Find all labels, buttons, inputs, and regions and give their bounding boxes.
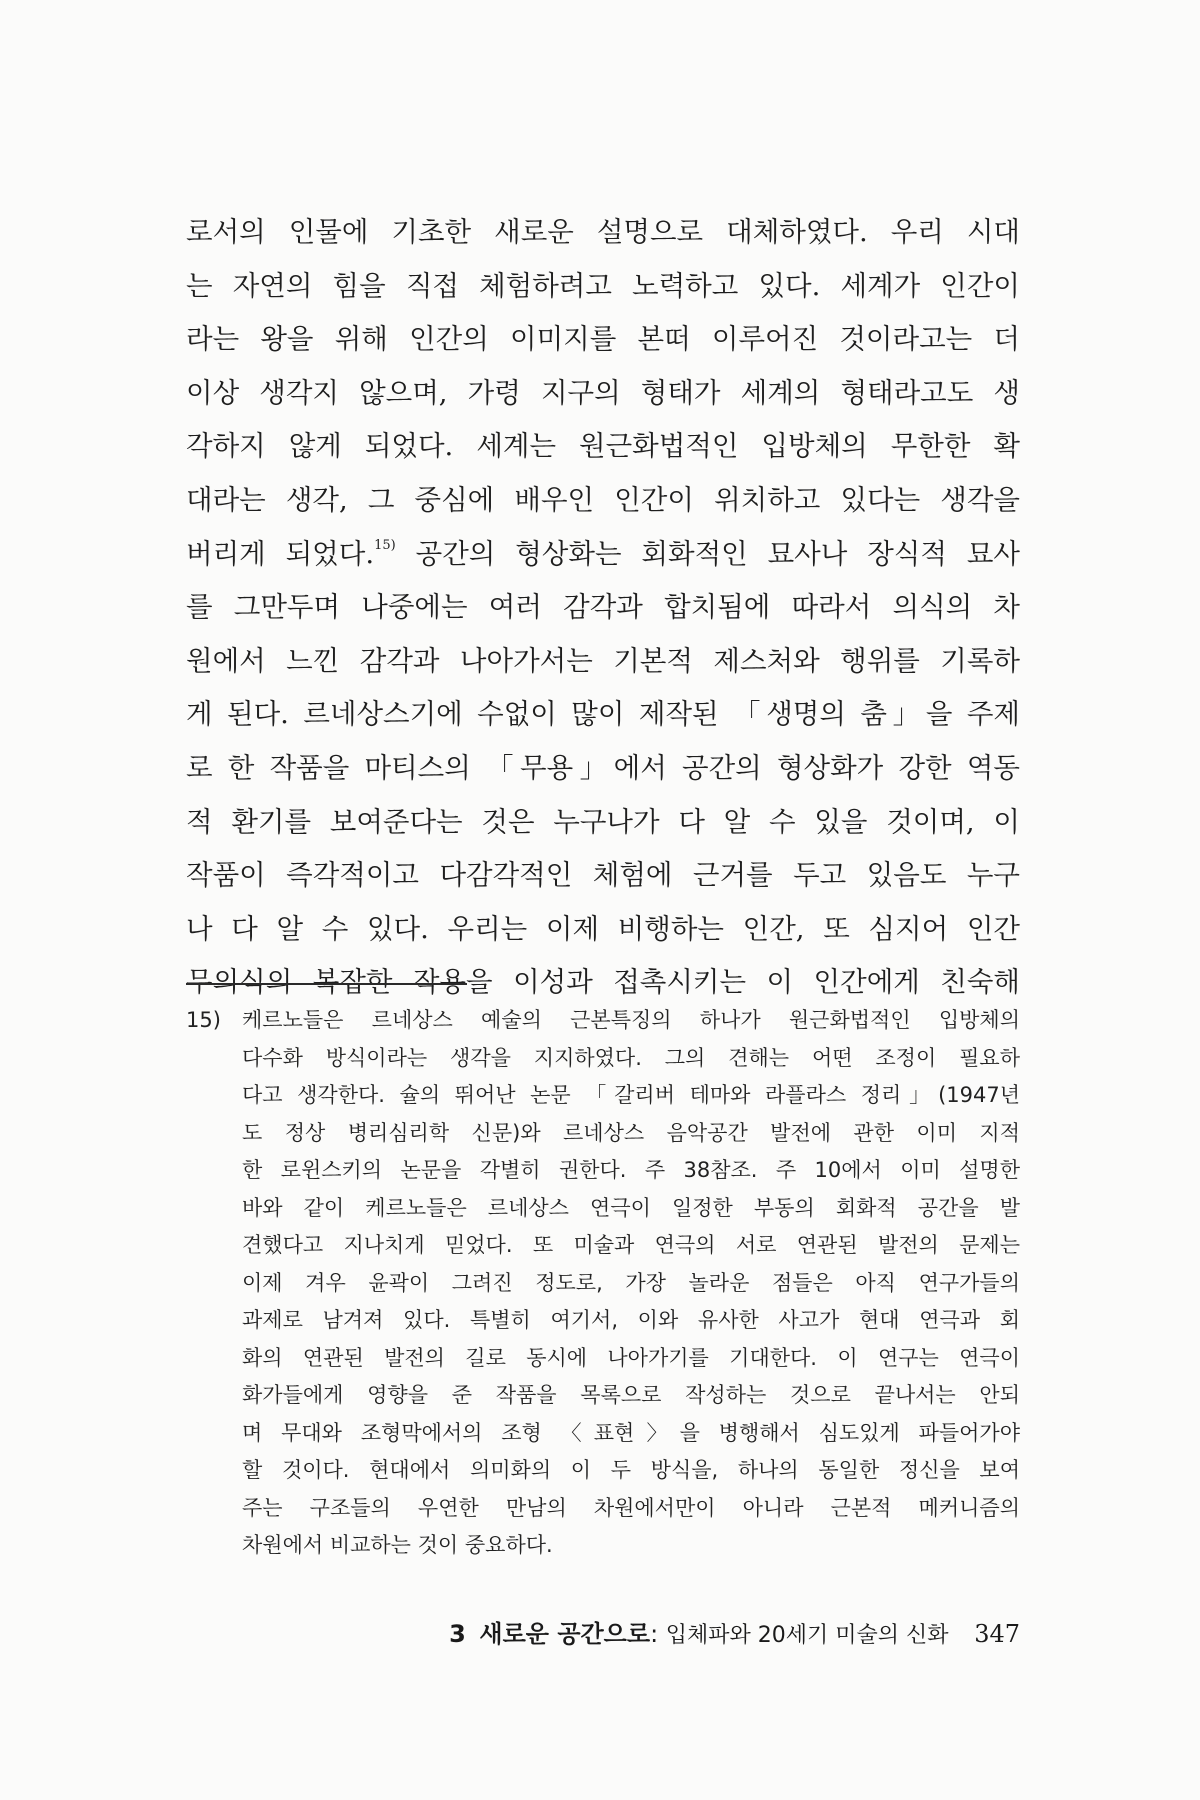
footnote-number: 15) (186, 1008, 221, 1032)
footnote-line: 화가들에게 영향을 준 작품을 목록으로 작성하는 것으로 끝나서는 안되 (242, 1383, 1020, 1407)
footnote-line: 화의 연관된 발전의 길로 동시에 나아가기를 기대한다. 이 연구는 연극이 (242, 1345, 1020, 1370)
body-line: 나 다 알 수 있다. 우리는 이제 비행하는 인간, 또 심지어 인간 (186, 912, 1020, 945)
footnote-line: 이제 겨우 윤곽이 그려진 정도로, 가장 놀라운 점들은 아직 연구가들의 (242, 1270, 1020, 1295)
footnote-reference[interactable]: 15) (374, 537, 396, 553)
body-line: 적 환기를 보여준다는 것은 누구나가 다 알 수 있을 것이며, 이 (186, 805, 1020, 838)
footnote-divider (186, 983, 467, 985)
body-line-end: 공간의 형상화는 회화적인 묘사나 장식적 묘사 (415, 537, 1020, 570)
main-body-text (186, 206, 1020, 1010)
body-line: 작품이 즉각적이고 다감각적인 체험에 근거를 두고 있음도 누구 (186, 859, 1020, 892)
body-line-with-footnote (186, 528, 1020, 582)
chapter-number: 3 (449, 1620, 466, 1648)
footnote-line: 과제로 남겨져 있다. 특별히 여기서, 이와 유사한 사고가 현대 연극과 회 (242, 1308, 1020, 1332)
footnote-15 (186, 1002, 1020, 1565)
book-subtitle: 입체파와 20세기 미술의 신화 (665, 1623, 949, 1648)
footnote-line: 도 정상 병리심리학 신문)와 르네상스 음악공간 발전에 관한 이미 지적 (242, 1120, 1020, 1145)
body-line: 대라는 생각, 그 중심에 배우인 인간이 위치하고 있다는 생각을 (186, 483, 1020, 516)
body-line-start: 버리게 되었다. (186, 537, 375, 570)
footnote-line: 한 로윈스키의 논문을 각별히 권한다. 주 38참조. 주 10에서 이미 설명한 (242, 1158, 1020, 1182)
footnote-line: 주는 구조들의 우연한 만남의 차원에서만이 아니라 근본적 메커니즘의 (242, 1495, 1020, 1520)
footnote-line: 할 것이다. 현대에서 의미화의 이 두 방식을, 하나의 동일한 정신을 보여 (242, 1458, 1020, 1482)
body-line: 무의식의 복잡한 작용을 이성과 접촉시키는 이 인간에게 친숙해 (186, 966, 1020, 999)
body-line: 각하지 않게 되었다. 세계는 원근화법적인 입방체의 무한한 확 (186, 430, 1020, 463)
footer-separator: : (650, 1620, 659, 1648)
body-line: 로 한 작품을 마티스의 「무용」에서 공간의 형상화가 강한 역동 (186, 751, 1020, 784)
body-line: 게 된다. 르네상스기에 수없이 많이 제작된 「생명의 춤」을 주제 (186, 698, 1020, 731)
footnote-line (186, 1002, 1020, 1040)
body-line: 이상 생각지 않으며, 가령 지구의 형태가 세계의 형태라고도 생 (186, 376, 1020, 409)
footnote-line: 다수화 방식이라는 생각을 지지하였다. 그의 견해는 어떤 조정이 필요하 (242, 1045, 1020, 1070)
footnote-line: 다고 생각한다. 슐의 뛰어난 논문 「갈리버 테마와 라플라스 정리」(1947년 (242, 1083, 1020, 1107)
body-line: 로서의 인물에 기초한 새로운 설명으로 대체하였다. 우리 시대 (186, 216, 1020, 248)
page-number: 347 (974, 1620, 1020, 1648)
footnote-line: 바와 같이 케르노들은 르네상스 연극이 일정한 부동의 회화적 공간을 발 (242, 1195, 1020, 1220)
chapter-title: 새로운 공간으로 (479, 1620, 651, 1648)
running-footer (420, 1614, 1020, 1649)
footnote-line: 견했다고 지나치게 믿었다. 또 미술과 연극의 서로 연관된 발전의 문제는 (242, 1233, 1020, 1257)
body-line: 를 그만두며 나중에는 여러 감각과 합치됨에 따라서 의식의 차 (186, 591, 1020, 624)
body-line: 라는 왕을 위해 인간의 이미지를 본떠 이루어진 것이라고는 더 (186, 323, 1020, 356)
body-line: 는 자연의 힘을 직접 체험하려고 노력하고 있다. 세계가 인간이 (186, 269, 1020, 302)
footnote-line: 차원에서 비교하는 것이 중요하다. (242, 1533, 553, 1557)
body-line: 원에서 느낀 감각과 나아가서는 기본적 제스처와 행위를 기록하 (186, 644, 1020, 677)
footnote-line: 며 무대와 조형막에서의 조형 〈표현〉을 병행해서 심도있게 파들어가야 (242, 1420, 1020, 1445)
footnote-line-text: 케르노들은 르네상스 예술의 근본특징의 하나가 원근화법적인 입방체의 (242, 1008, 1020, 1032)
